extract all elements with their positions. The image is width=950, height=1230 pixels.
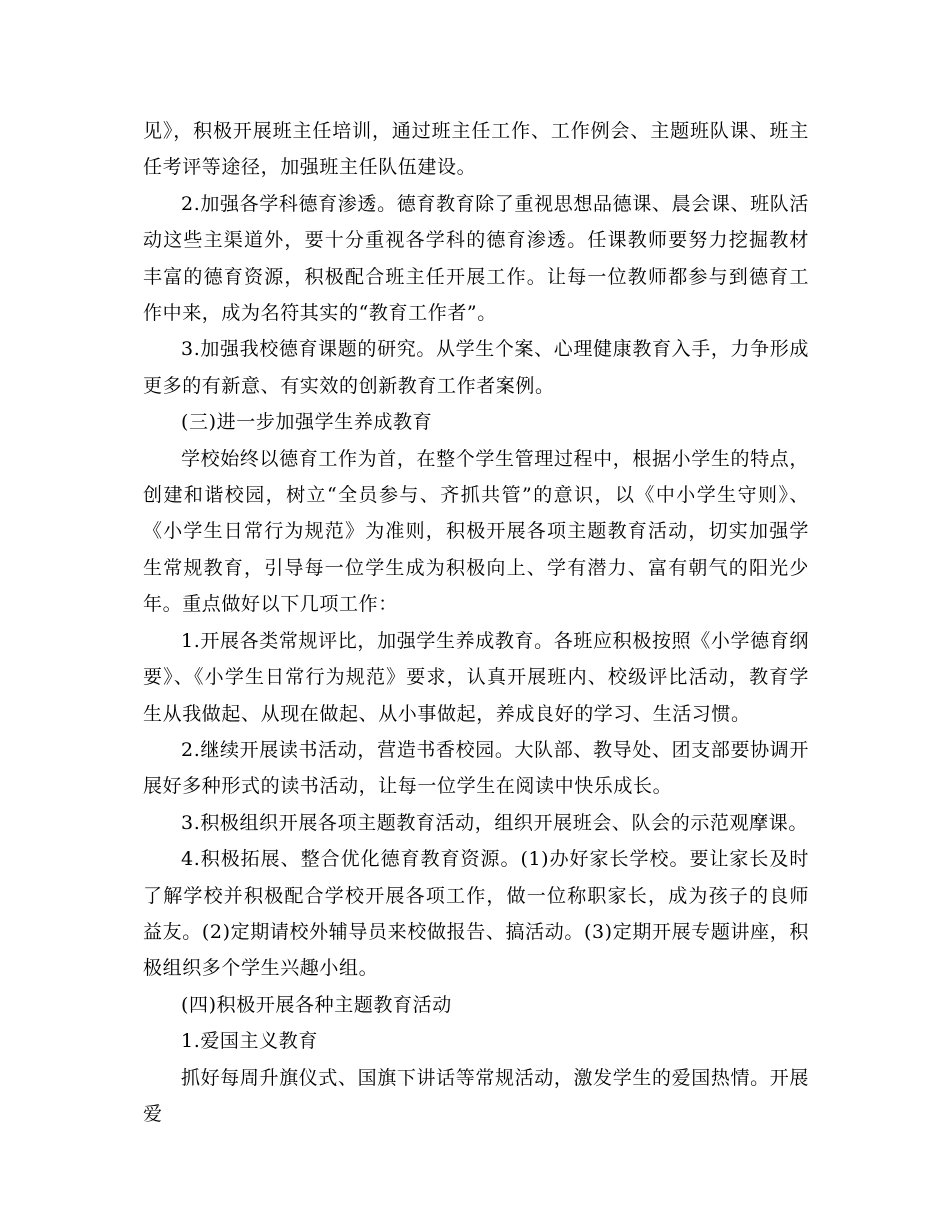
paragraph-reading-activity: 2.继续开展读书活动，营造书香校园。大队部、教导处、团支部要协调开展好多种形式的读书活动，让每一位学生在阅读中快乐成长。 bbox=[143, 738, 809, 798]
subheading-patriotism: 1.爱国主义教育 bbox=[181, 1030, 318, 1053]
paragraph-resources: 4.积极拓展、整合优化德育教育资源。(1)办好家长学校。要让家长及时了解学校并积极配合学校开展各项工作，做一位称职家长，成为孩子的良师益友。(2)定期请校外辅导员来校做报告、搞活动。(3)定期开展专题讲座，积极组织多个学生兴趣小组。 bbox=[143, 848, 809, 980]
paragraph-theme-activities: 3.积极组织开展各项主题教育活动，组织开展班会、队会的示范观摩课。 bbox=[181, 811, 808, 834]
paragraph-research: 3.加强我校德育课题的研究。从学生个案、心理健康教育入手，力争形成更多的有新意、有实效的创新教育工作者案例。 bbox=[143, 338, 809, 397]
paragraph-school-overview: 学校始终以德育工作为首，在整个学生管理过程中，根据小学生的特点，创建和谐校园，树立“全员参与、齐抓共管”的意识，以《中小学生守则》、《小学生日常行为规范》为准则，积极开展各项主题教育活动，切实加强学生常规教育，引导每一位学生成为积极向上、学有潜力、富有朝气的阳光少年。重点做好以下几项工作： bbox=[143, 447, 809, 616]
paragraph-continuation: 见》，积极开展班主任培训，通过班主任工作、工作例会、主题班队课、班主任考评等途径，加强班主任队伍建设。 bbox=[143, 120, 809, 179]
paragraph-flag-ceremony: 抓好每周升旗仪式、国旗下讲话等常规活动，激发学生的爱国热情。开展爱 bbox=[143, 1066, 809, 1125]
document-body bbox=[143, 113, 809, 1132]
section-heading-4: (四)积极开展各种主题教育活动 bbox=[181, 993, 452, 1016]
paragraph-subject-moral-education: 2.加强各学科德育渗透。德育教育除了重视思想品德课、晨会课、班队活动这些主渠道外，要十分重视各学科的德育渗透。任课教师要努力挖掘教材丰富的德育资源，积极配合班主任开展工作。让每一位教师都参与到德育工作中来，成为名符其实的“教育工作者”。 bbox=[143, 192, 809, 325]
paragraph-routine-evaluation: 1.开展各类常规评比，加强学生养成教育。各班应积极按照《小学德育纲要》、《小学生日常行为规范》要求，认真开展班内、校级评比活动，教育学生从我做起、从现在做起、从小事做起，养成良好的学习、生活习惯。 bbox=[143, 629, 809, 725]
section-heading-3: (三)进一步加强学生养成教育 bbox=[181, 411, 433, 434]
